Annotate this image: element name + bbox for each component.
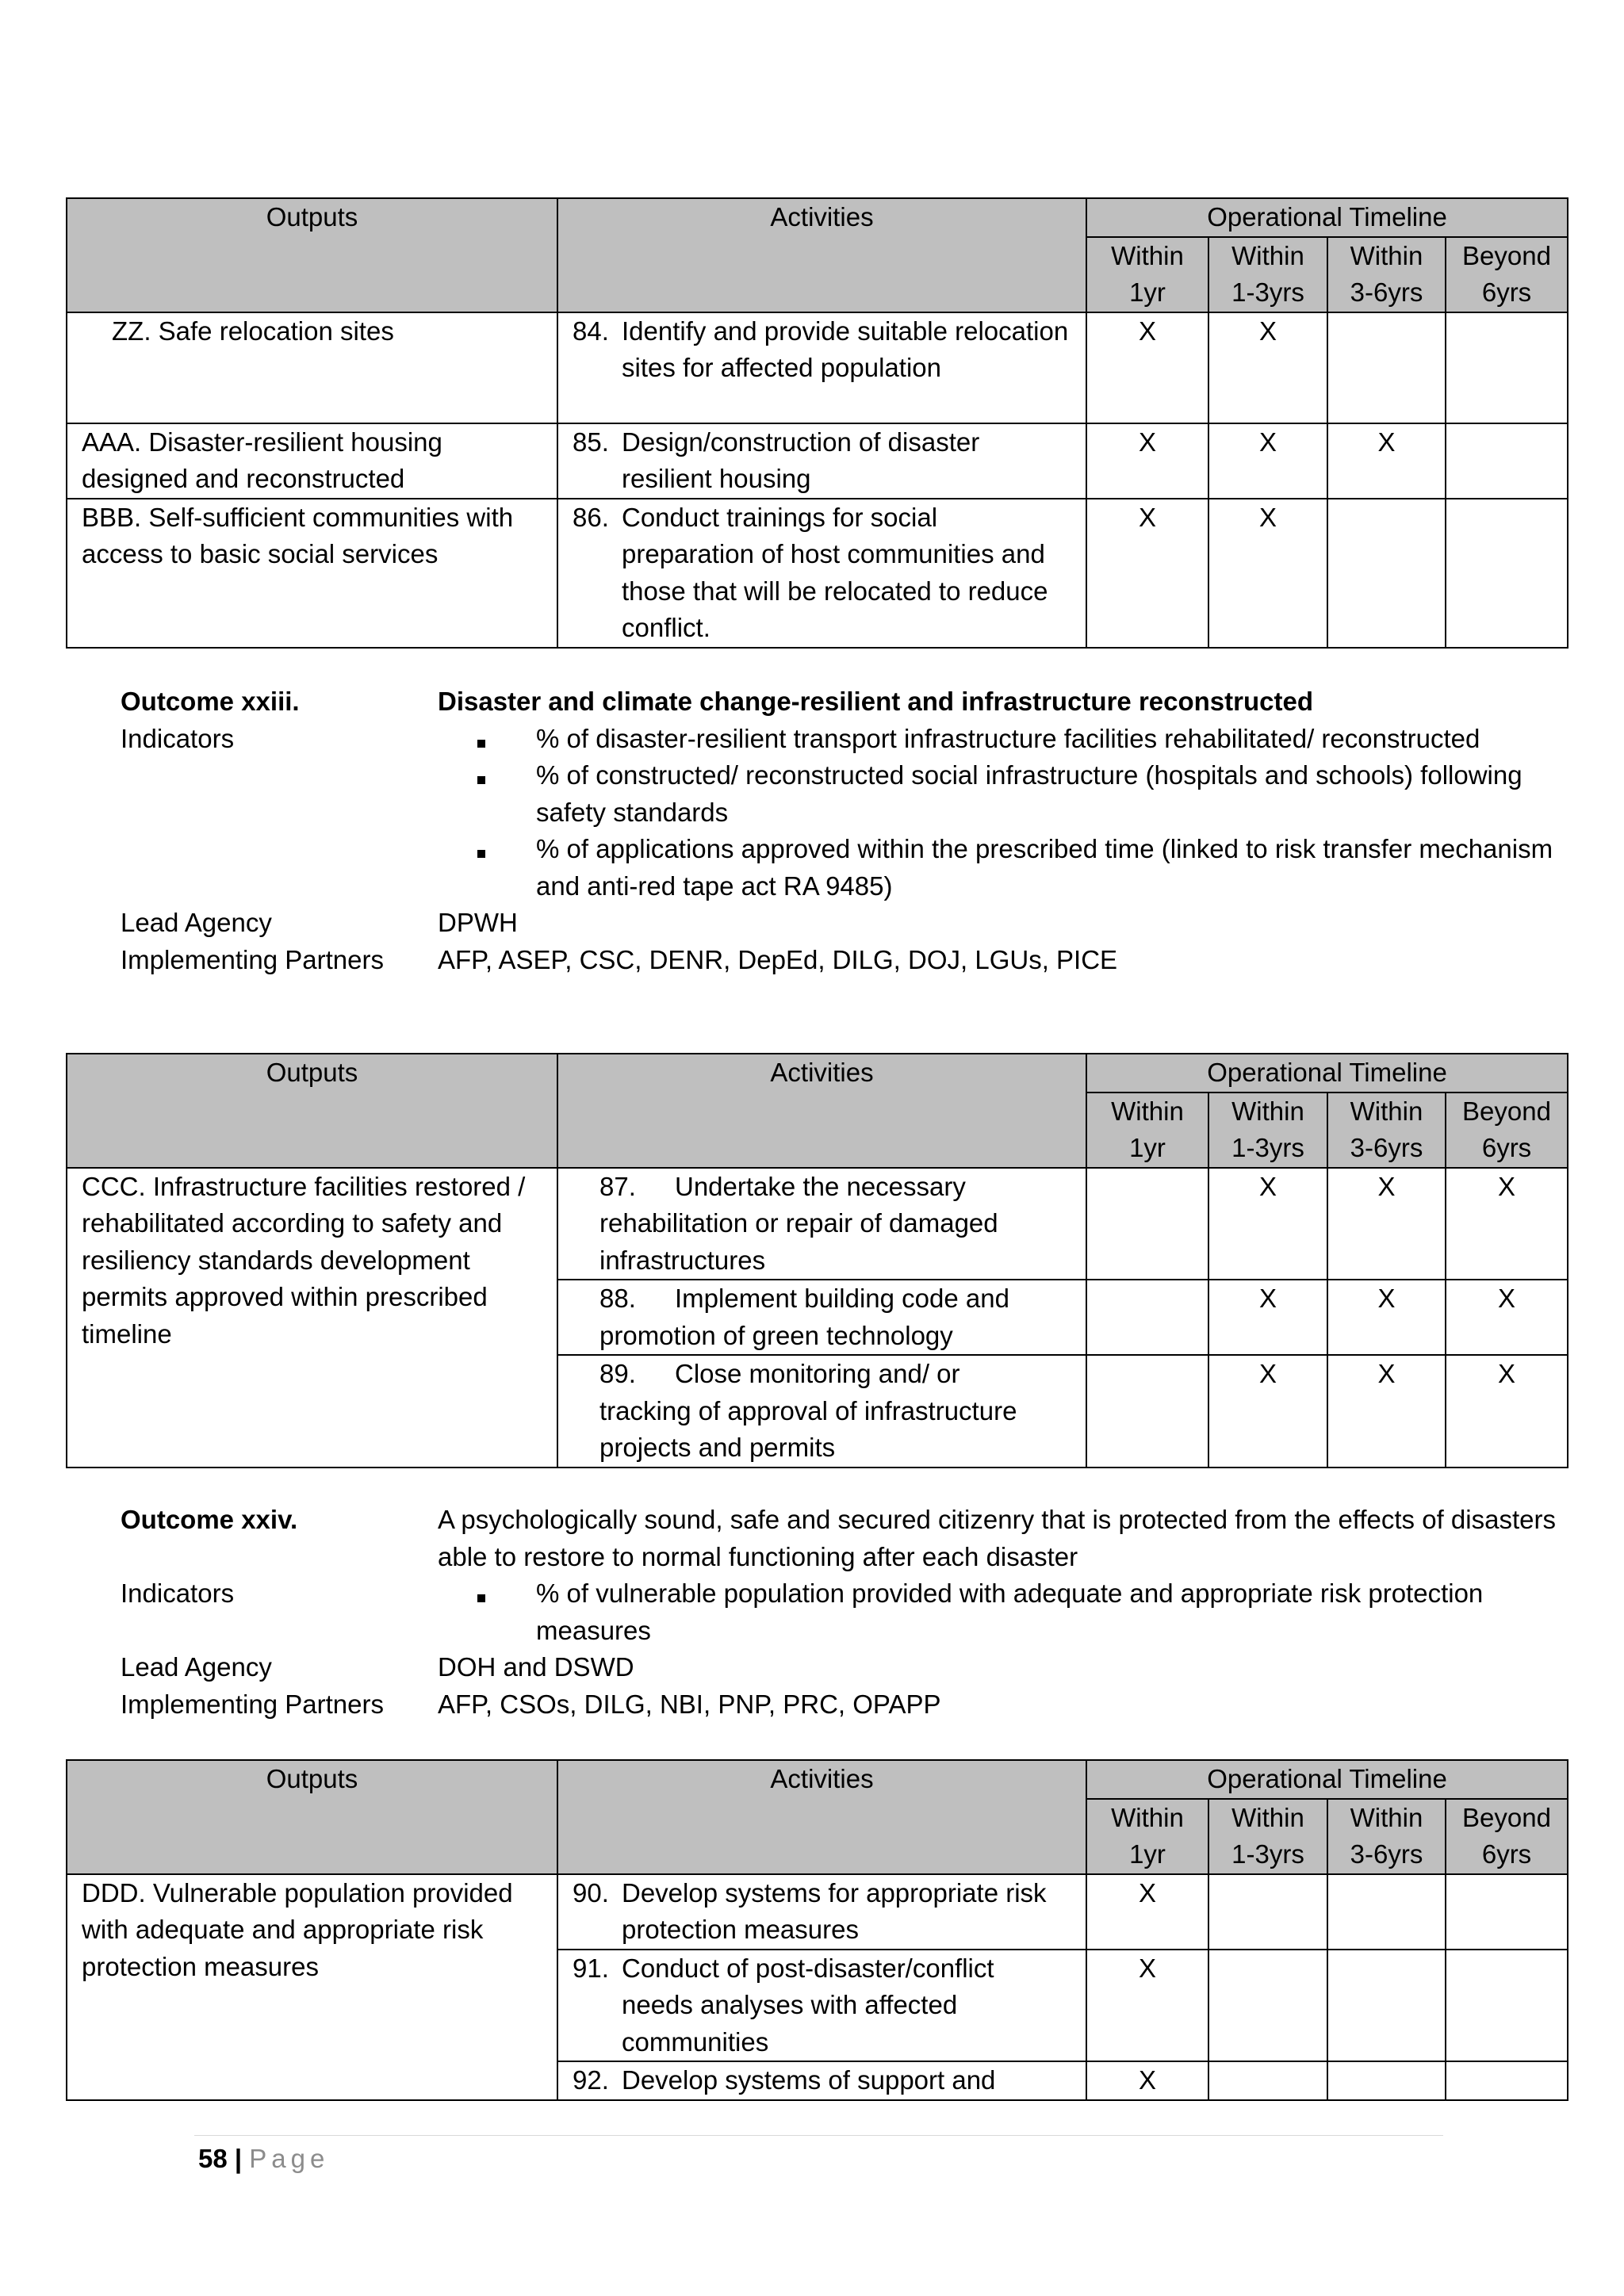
timeline-mark — [1086, 1355, 1208, 1468]
output-cell: AAA. Disaster-resilient housing designed and reconstructed — [67, 423, 557, 499]
header-beyond-6yrs: Beyond 6yrs — [1446, 237, 1568, 312]
timeline-mark — [1446, 312, 1568, 423]
timeline-mark — [1446, 2061, 1568, 2100]
outcome-title: Disaster and climate change-resilient and infrastructure reconstructed — [438, 687, 1314, 716]
timeline-mark — [1208, 1950, 1327, 2062]
timeline-mark: X — [1327, 1355, 1446, 1468]
partners-value: AFP, CSOs, DILG, NBI, PNP, PRC, OPAPP — [438, 1689, 941, 1719]
indicators-list — [438, 721, 1572, 905]
timeline-mark: X — [1327, 1168, 1446, 1280]
partners-label: Implementing Partners — [121, 1689, 384, 1719]
header-within-3-6yrs: Within 3-6yrs — [1327, 1799, 1446, 1874]
timeline-mark — [1208, 1874, 1327, 1950]
page-word: Page — [249, 2144, 330, 2173]
lead-agency-value: DPWH — [438, 908, 518, 937]
indicators-label: Indicators — [121, 723, 235, 753]
table-row — [67, 1168, 1568, 1280]
header-within-1yr: Within 1yr — [1086, 237, 1208, 312]
timeline-mark: X — [1086, 499, 1208, 648]
table-row — [67, 423, 1568, 499]
timeline-mark — [1086, 1280, 1208, 1355]
timeline-mark — [1327, 1950, 1446, 2062]
timeline-mark: X — [1208, 499, 1327, 648]
footer-separator: | — [234, 2144, 243, 2173]
header-within-1-3yrs: Within 1-3yrs — [1208, 1799, 1327, 1874]
timeline-mark — [1446, 1950, 1568, 2062]
header-operational-timeline: Operational Timeline — [1086, 1760, 1568, 1799]
timeline-mark — [1208, 2061, 1327, 2100]
indicators-list — [438, 1575, 1572, 1649]
output-cell: DDD. Vulnerable population provided with adequate and appropriate risk protection measures — [67, 1874, 557, 2100]
timeline-mark: X — [1208, 1168, 1327, 1280]
lead-agency-value: DOH and DSWD — [438, 1652, 634, 1682]
timeline-mark: X — [1327, 423, 1446, 499]
activities-table-2 — [66, 1053, 1568, 1468]
timeline-mark — [1327, 499, 1446, 648]
timeline-mark: X — [1086, 423, 1208, 499]
page-footer — [198, 2141, 329, 2178]
header-outputs: Outputs — [67, 1054, 557, 1168]
activity-cell: 87. Undertake the necessary rehabilitation or repair of damaged infrastructures — [557, 1168, 1086, 1280]
header-beyond-6yrs: Beyond 6yrs — [1446, 1093, 1568, 1168]
timeline-mark — [1327, 312, 1446, 423]
header-activities: Activities — [557, 1054, 1086, 1168]
timeline-mark: X — [1446, 1355, 1568, 1468]
timeline-mark: X — [1208, 1280, 1327, 1355]
timeline-mark: X — [1208, 1355, 1327, 1468]
activity-cell: 90. Develop systems for appropriate risk protection measures — [557, 1874, 1086, 1950]
header-outputs: Outputs — [67, 1760, 557, 1874]
header-operational-timeline: Operational Timeline — [1086, 1054, 1568, 1093]
list-item: % of applications approved within the prescribed time (linked to risk transfer mechanism and anti-red tape act RA 9485) — [438, 831, 1572, 905]
partners-value: AFP, ASEP, CSC, DENR, DepEd, DILG, DOJ, LGUs, PICE — [438, 944, 1118, 974]
header-within-3-6yrs: Within 3-6yrs — [1327, 1093, 1446, 1168]
table-row — [67, 1874, 1568, 1950]
activities-table-3 — [66, 1759, 1568, 2101]
header-outputs: Outputs — [67, 198, 557, 312]
activity-cell: 92. Develop systems of support and — [557, 2061, 1086, 2100]
header-within-1yr: Within 1yr — [1086, 1799, 1208, 1874]
header-within-3-6yrs: Within 3-6yrs — [1327, 237, 1446, 312]
indicators-label: Indicators — [121, 1578, 235, 1608]
activity-cell: 84. Identify and provide suitable relocation sites for affected population — [557, 312, 1086, 423]
lead-agency-label: Lead Agency — [121, 1652, 272, 1682]
timeline-mark: X — [1086, 312, 1208, 423]
timeline-mark: X — [1446, 1168, 1568, 1280]
table-row — [67, 312, 1568, 423]
timeline-mark: X — [1086, 1874, 1208, 1950]
list-item: % of disaster-resilient transport infrastructure facilities rehabilitated/ reconstructed — [438, 721, 1572, 758]
header-activities: Activities — [557, 198, 1086, 312]
activity-cell: 89. Close monitoring and/ or tracking of approval of infrastructure projects and permits — [557, 1355, 1086, 1468]
timeline-mark: X — [1208, 423, 1327, 499]
partners-label: Implementing Partners — [121, 944, 384, 974]
header-beyond-6yrs: Beyond 6yrs — [1446, 1799, 1568, 1874]
activity-cell: 91. Conduct of post-disaster/conflict needs analyses with affected communities — [557, 1950, 1086, 2062]
timeline-mark — [1446, 499, 1568, 648]
page-number: 58 — [198, 2144, 228, 2173]
output-cell: ZZ. Safe relocation sites — [67, 312, 557, 423]
output-cell: BBB. Self-sufficient communities with access to basic social services — [67, 499, 557, 648]
timeline-mark: X — [1086, 2061, 1208, 2100]
outcome-label: Outcome xxiii. — [121, 687, 300, 716]
timeline-mark — [1086, 1168, 1208, 1280]
list-item: % of vulnerable population provided with adequate and appropriate risk protection measures — [438, 1575, 1572, 1649]
header-within-1-3yrs: Within 1-3yrs — [1208, 1093, 1327, 1168]
outcome-xxiii-block — [121, 683, 1572, 978]
outcome-label: Outcome xxiv. — [121, 1505, 298, 1534]
header-within-1-3yrs: Within 1-3yrs — [1208, 237, 1327, 312]
activity-cell: 85. Design/construction of disaster resilient housing — [557, 423, 1086, 499]
list-item: % of constructed/ reconstructed social infrastructure (hospitals and schools) following safety standards — [438, 757, 1572, 831]
timeline-mark — [1446, 1874, 1568, 1950]
activities-table-1 — [66, 197, 1568, 649]
bullet-icon — [477, 1594, 485, 1602]
timeline-mark — [1327, 2061, 1446, 2100]
timeline-mark — [1446, 423, 1568, 499]
activity-cell: 88. Implement building code and promotion of green technology — [557, 1280, 1086, 1355]
table-row — [67, 499, 1568, 648]
bullet-icon — [477, 740, 485, 748]
header-operational-timeline: Operational Timeline — [1086, 198, 1568, 237]
outcome-title: A psychologically sound, safe and secured citizenry that is protected from the effects of disasters able to restore to normal functioning after each disaster — [438, 1505, 1556, 1571]
activity-cell: 86. Conduct trainings for social preparation of host communities and those that will be relocated to reduce conflict. — [557, 499, 1086, 648]
bullet-icon — [477, 850, 485, 858]
timeline-mark: X — [1446, 1280, 1568, 1355]
timeline-mark: X — [1208, 312, 1327, 423]
timeline-mark: X — [1327, 1280, 1446, 1355]
output-cell: CCC. Infrastructure facilities restored / rehabilitated according to safety and resiliency standards development permits approved within prescribed timeline — [67, 1168, 557, 1468]
header-within-1yr: Within 1yr — [1086, 1093, 1208, 1168]
lead-agency-label: Lead Agency — [121, 908, 272, 937]
header-activities: Activities — [557, 1760, 1086, 1874]
timeline-mark: X — [1086, 1950, 1208, 2062]
timeline-mark — [1327, 1874, 1446, 1950]
bullet-icon — [477, 776, 485, 784]
outcome-xxiv-block — [121, 1502, 1572, 1723]
footer-divider — [194, 2135, 1443, 2136]
